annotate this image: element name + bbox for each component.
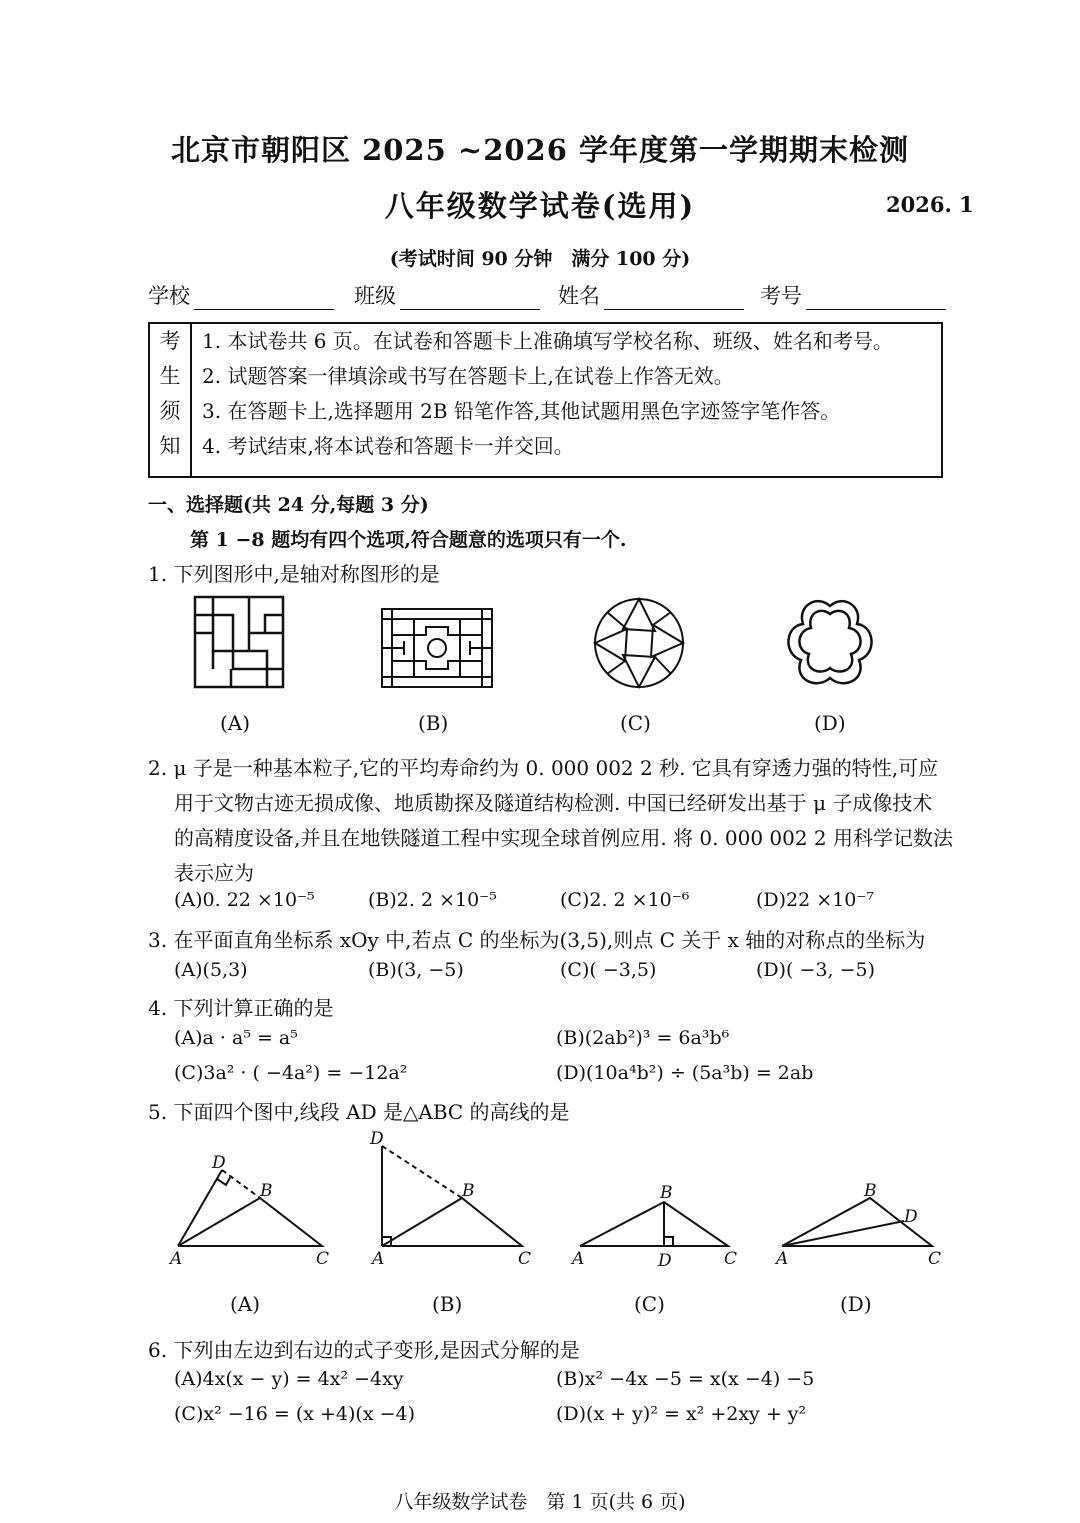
q1-caption-c: (C)	[620, 711, 651, 735]
section-instruction: 第 1 −8 题均有四个选项,符合题意的选项只有一个.	[190, 529, 627, 551]
name-label: 姓名	[558, 284, 600, 308]
q3-option-d[interactable]: (D)( −3, −5)	[756, 959, 876, 981]
q5-caption-b: (B)	[432, 1292, 463, 1316]
q1-figure-d	[783, 598, 877, 690]
q5-label: A	[572, 1249, 585, 1269]
notice-item: 4. 考试结束,将本试卷和答题卡一并交回。	[202, 434, 574, 458]
q1-stem: 1. 下列图形中,是轴对称图形的是	[148, 562, 440, 586]
page-footer: 八年级数学试卷 第 1 页(共 6 页)	[394, 1491, 686, 1513]
q5-label: D	[904, 1207, 918, 1227]
notice-item: 2. 试题答案一律填涂或书写在答题卡上,在试卷上作答无效。	[202, 364, 734, 388]
q1-figure-b	[380, 607, 494, 689]
q4-option-c[interactable]: (C)3a² · ( −4a²) = −12a²	[174, 1062, 408, 1084]
notice-item: 1. 本试卷共 6 页。在试卷和答题卡上准确填写学校名称、班级、姓名和考号。	[202, 329, 893, 353]
q5-caption-a: (A)	[230, 1292, 261, 1316]
q4-option-a[interactable]: (A)a · a⁵ = a⁵	[174, 1027, 298, 1049]
q5-label: C	[724, 1249, 738, 1269]
q5-label: A	[170, 1249, 183, 1269]
q5-figure-b	[382, 1146, 522, 1246]
q5-caption-c: (C)	[634, 1292, 665, 1316]
q4-stem: 4. 下列计算正确的是	[148, 996, 334, 1020]
exam-title: 北京市朝阳区 2025 ~2026 学年度第一学期期末检测	[170, 133, 909, 167]
q2-option-d[interactable]: (D)22 ×10⁻⁷	[756, 889, 875, 911]
q5-label: C	[518, 1249, 532, 1269]
q2-line: 的高精度设备,并且在地铁隧道工程中实现全球首例应用. 将 0. 000 002 2 用科学记数法	[174, 826, 954, 850]
q4-option-d[interactable]: (D)(10a⁴b²) ÷ (5a³b) = 2ab	[556, 1062, 814, 1084]
q5-caption-d: (D)	[840, 1292, 872, 1316]
exam-number-label: 考号	[760, 284, 802, 308]
exam-date: 2026. 1	[886, 192, 974, 217]
q5-label: C	[316, 1249, 330, 1269]
q2-line: 2. μ 子是一种基本粒子,它的平均寿命约为 0. 000 002 2 秒. 它具有穿透力强的特性,可应	[148, 756, 939, 780]
q6-option-c[interactable]: (C)x² −16 = (x +4)(x −4)	[174, 1403, 416, 1425]
q6-option-a[interactable]: (A)4x(x − y) = 4x² −4xy	[174, 1368, 404, 1390]
q3-stem: 3. 在平面直角坐标系 xOy 中,若点 C 的坐标为(3,5),则点 C 关于 x 轴的对称点的坐标为	[148, 928, 926, 952]
q1-caption-a: (A)	[220, 711, 251, 735]
q5-figures	[160, 1128, 960, 1276]
section-title: 一、选择题(共 24 分,每题 3 分)	[148, 494, 429, 516]
q1-caption-b: (B)	[418, 711, 449, 735]
school-field[interactable]	[148, 280, 334, 310]
q5-label: B	[864, 1181, 877, 1201]
q5-label: D	[370, 1129, 384, 1149]
q5-label: B	[260, 1181, 273, 1201]
q6-stem: 6. 下列由左边到右边的式子变形,是因式分解的是	[148, 1338, 580, 1362]
q1-figure-c	[593, 597, 685, 689]
notice-heading: 考 生 须 知	[150, 324, 192, 476]
q3-option-b[interactable]: (B)(3, −5)	[368, 959, 464, 981]
q4-option-b[interactable]: (B)(2ab²)³ = 6a³b⁶	[556, 1027, 730, 1049]
q2-option-b[interactable]: (B)2. 2 ×10⁻⁵	[368, 889, 497, 911]
student-info-fields	[148, 280, 943, 314]
q5-figure-a	[178, 1170, 322, 1246]
name-field[interactable]	[558, 280, 744, 310]
q5-stem: 5. 下面四个图中,线段 AD 是△ABC 的高线的是	[148, 1100, 570, 1124]
exam-subtitle: 八年级数学试卷(选用)	[384, 189, 696, 223]
class-field[interactable]	[354, 280, 540, 310]
notice-item: 3. 在答题卡上,选择题用 2B 铅笔作答,其他试题用黑色字迹签字笔作答。	[202, 399, 841, 423]
q5-label: A	[372, 1249, 385, 1269]
q5-label: B	[660, 1183, 673, 1203]
exam-info: (考试时间 90 分钟 满分 100 分)	[389, 248, 691, 270]
candidate-notice	[148, 322, 943, 478]
q5-label: D	[658, 1251, 672, 1271]
q1-caption-d: (D)	[814, 711, 846, 735]
q5-label: C	[928, 1249, 942, 1269]
exam-number-field[interactable]	[760, 280, 946, 310]
school-label: 学校	[148, 284, 190, 308]
q6-option-b[interactable]: (B)x² −4x −5 = x(x −4) −5	[556, 1368, 815, 1390]
q5-label: A	[776, 1249, 789, 1269]
q5-label: D	[212, 1153, 226, 1173]
class-label: 班级	[354, 284, 396, 308]
q3-option-a[interactable]: (A)(5,3)	[174, 959, 248, 981]
q2-option-c[interactable]: (C)2. 2 ×10⁻⁶	[560, 889, 690, 911]
q5-label: B	[462, 1181, 475, 1201]
q2-line: 表示应为	[174, 861, 254, 885]
q2-line: 用于文物古迹无损成像、地质勘探及隧道结构检测. 中国已经研发出基于 μ 子成像技术	[174, 791, 933, 815]
q3-option-c[interactable]: (C)( −3,5)	[560, 959, 657, 981]
q2-option-a[interactable]: (A)0. 22 ×10⁻⁵	[174, 889, 315, 911]
q6-option-d[interactable]: (D)(x + y)² = x² +2xy + y²	[556, 1403, 807, 1425]
q5-figure-c	[580, 1202, 728, 1246]
q1-figure-a	[193, 595, 285, 689]
